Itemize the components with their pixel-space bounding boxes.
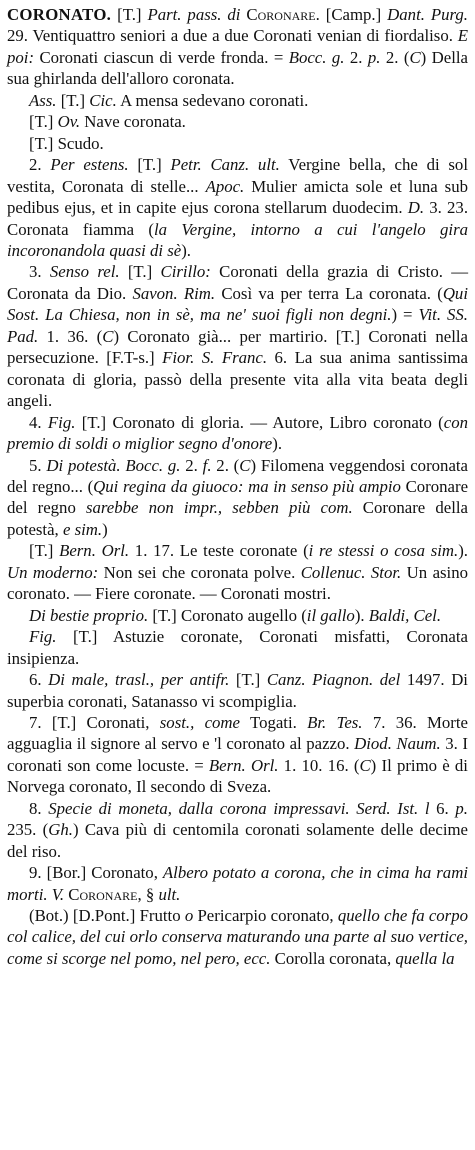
entry-sense-paragraph: 3. Senso rel. [T.] Cirillo: Coronati della grazia di Cristo. — Coronata da Dio. Savon. Rim. Così va per terra La coronata. (Qui Sost. La Chiesa, non in sè, ma ne' suoi figli non degni.) = Vit. SS. Pad. 1. 36. (C) Coronato già... per martirio. [T.] Coronati nella persecuzione. [F.T-s.] Fior. S. Franc. 6. La sua anima santissima coronata di gloria, passò della presente vita alla vita beata degli angeli. bbox=[7, 262, 468, 411]
entry-sense-paragraph: [T.] Bern. Orl. 1. 17. Le teste coronate (i re stessi o cosa sim.). Un moderno: Non sei che coronata polve. Collenuc. Stor. Un asino coronato. — Fiere coronate. — Coronati mostri. bbox=[7, 541, 468, 604]
entry-sense-paragraph: [T.] Scudo. bbox=[29, 133, 104, 153]
entry-sense-paragraph: Di bestie proprio. [T.] Coronato augello (il gallo). Baldi, Cel. bbox=[29, 605, 442, 625]
entry-sense-paragraph: 2. Per estens. [T.] Petr. Canz. ult. Vergine bella, che di sol vestita, Coronata di stelle... Apoc. Mulier amicta sole et luna sub pedibus ejus, et in capite ejus corona stellarum duodecim. D. 3. 23. Coronata fiamma (la Vergine, intorno a cui l'angelo gira incoronandola quasi di sè). bbox=[7, 155, 469, 260]
entry-sense-paragraph: [T.] Ov. Nave coronata. bbox=[29, 112, 186, 132]
entry-sense-paragraph: 5. Di potestà. Bocc. g. 2. f. 2. (C) Filomena veggendosi coronata del regno... (Qui regina da giuoco: ma in senso più ampio Coronare del regno sarebbe non impr., sebben più com. Coronare della potestà, e sim.) bbox=[7, 455, 469, 539]
entry-sense-paragraph: 6. Di male, trasl., per antifr. [T.] Canz. Piagnon. del 1497. Di superbia coronati, Satanasso vi scompiglia. bbox=[7, 670, 468, 711]
entry-sense-paragraph: (Bot.) [D.Pont.] Frutto o Pericarpio coronato, quello che fa corpo col calice, del cui orlo conserva maturando una parte al suo vertice, come si scorge nel pomo, nel pero, ecc. Corolla coronata, quella la bbox=[7, 906, 468, 968]
dictionary-entry-coronato bbox=[7, 4, 468, 969]
entry-sense-paragraph: 4. Fig. [T.] Coronato di gloria. — Autore, Libro coronato (con premio di soldi o miglior segno d'onore). bbox=[7, 412, 469, 454]
entry-sense-paragraph: 9. [Bor.] Coronato, Albero potato a corona, che in cima ha rami morti. V. Coronare, § ult. bbox=[7, 863, 468, 904]
entry-sense-paragraph: 7. [T.] Coronati, sost., come Togati. Br. Tes. 7. 36. Morte agguaglia il signore al servo e 'l coronato al pazzo. Diod. Naum. 3. I coronati son come locuste. = Bern. Orl. 1. 10. 16. (C) Il primo è di Norvega coronato, Il secondo di Sveza. bbox=[7, 712, 468, 797]
entry-sense-paragraph: Ass. [T.] Cic. A mensa sedevano coronati. bbox=[29, 90, 309, 110]
entry-definition-main: CORONATO. [T.] Part. pass. di Coronare. [Camp.] Dant. Purg. 29. Ventiquattro seniori a due a due Coronati venian di fiordaliso. E poi: Coronati ciascun di verde fronda. = Bocc. g. 2. p. 2. (C) Della sua ghirlanda dell'alloro coronata. bbox=[7, 5, 469, 89]
entry-sense-paragraph: Fig. [T.] Astuzie coronate, Coronati misfatti, Coronata insipienza. bbox=[7, 627, 468, 668]
entry-sense-paragraph: 8. Specie di moneta, dalla corona impressavi. Serd. Ist. l 6. p. 235. (Gh.) Cava più di centomila coronati solamente delle decime del riso. bbox=[7, 798, 468, 861]
